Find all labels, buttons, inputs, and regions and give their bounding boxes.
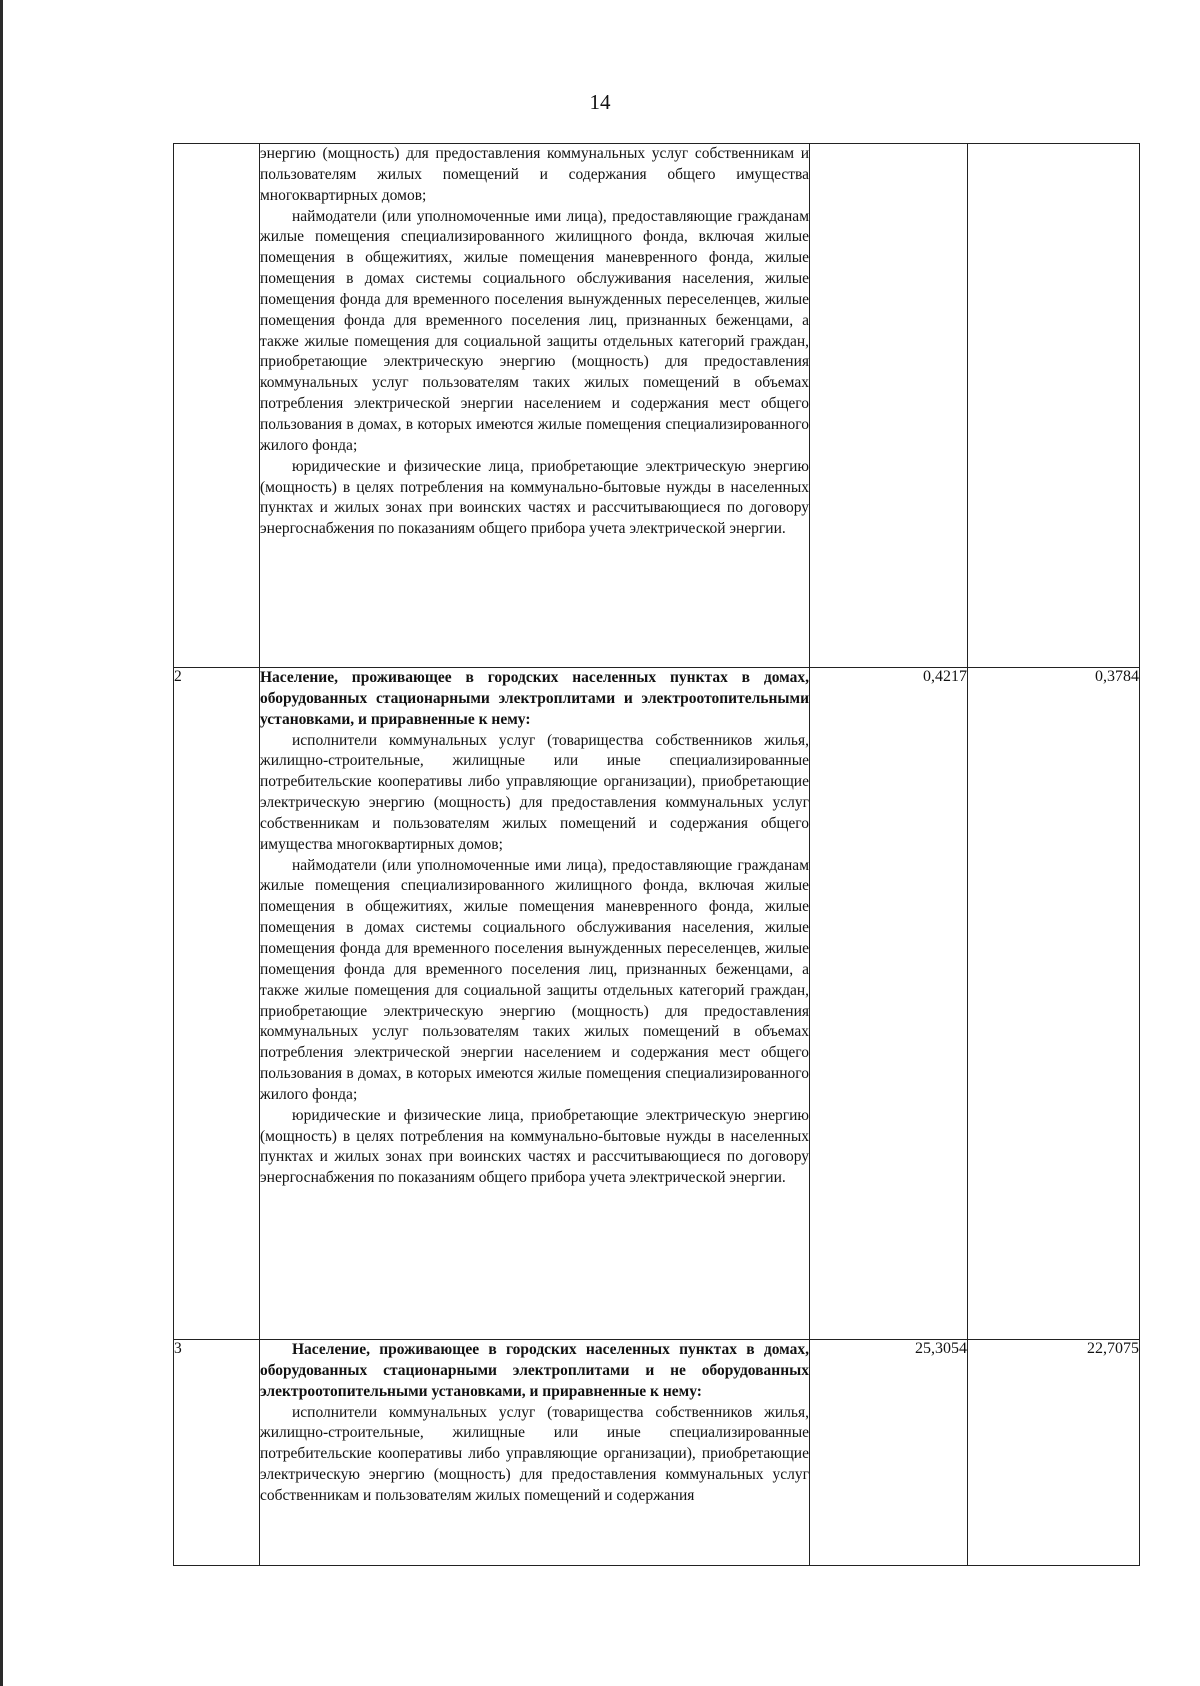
scan-edge	[0, 0, 3, 1686]
row-description	[260, 144, 810, 668]
tariff-value-2: 22,7075	[968, 1340, 1140, 1566]
paragraph: наймодатели (или уполномоченные ими лица), предоставляющие гражданам жилые помещения специализированного жилищного фонда, включая жилые помещения в общежитиях, жилые помещения маневренного фонда, жилые помещения в домах системы социального обслуживания населения, жилые помещения фонда для временного поселения вынужденных переселенцев, жилые помещения фонда для временного поселения лиц, признанных беженцами, а также жилые помещения для социальной защиты отдельных категорий граждан, приобретающие электрическую энергию (мощность) для предоставления коммунальных услуг пользователям таких жилых помещений в объемах потребления электрической энергии населением и содержания мест общего пользования в домах, в которых имеются жилые помещения специализированного жилого фонда;	[260, 207, 809, 454]
page-number: 14	[589, 90, 611, 114]
table-row	[174, 144, 1140, 668]
tariff-value-1: 0,4217	[810, 668, 968, 1340]
row-heading: Население, проживающее в городских населенных пунктах в домах, оборудованных стационарными электроплитами и электроотопительными установками, и приравненные к нему:	[260, 669, 809, 728]
tariff-value-1: 25,3054	[810, 1340, 968, 1566]
paragraph: исполнители коммунальных услуг (товарищества собственников жилья, жилищно-строительные, жилищные или иные специализированные потребительские кооперативы либо управляющие организации), приобретающие электрическую энергию (мощность) для предоставления коммунальных услуг собственникам и пользователям жилых помещений и содержания общего имущества многоквартирных домов;	[260, 731, 809, 853]
row-number: 3	[174, 1340, 260, 1566]
paragraph: юридические и физические лица, приобретающие электрическую энергию (мощность) в целях потребления на коммунально-бытовые нужды в населенных пунктах и жилых зонах при воинских частях и рассчитывающиеся по договору энергоснабжения по показаниям общего прибора учета электрической энергии.	[260, 457, 809, 538]
paragraph: энергию (мощность) для предоставления коммунальных услуг собственникам и пользователям жилых помещений и содержания общего имущества многоквартирных домов;	[260, 145, 809, 204]
row-description	[260, 1340, 810, 1566]
row-description	[260, 668, 810, 1340]
tariff-value-2: 0,3784	[968, 668, 1140, 1340]
paragraph: юридические и физические лица, приобретающие электрическую энергию (мощность) в целях потребления на коммунально-бытовые нужды в населенных пунктах и жилых зонах при воинских частях и рассчитывающиеся по договору энергоснабжения по показаниям общего прибора учета электрической энергии.	[260, 1106, 809, 1187]
row-heading: Население, проживающее в городских населенных пунктах в домах, оборудованных стационарными электроплитами и не оборудованных электроотопительными установками, и приравненные к нему:	[260, 1341, 809, 1400]
table-row	[174, 1340, 1140, 1566]
row-number	[174, 144, 260, 668]
tariff-table	[173, 143, 1140, 1566]
table-row	[174, 668, 1140, 1340]
tariff-value-2	[968, 144, 1140, 668]
paragraph: наймодатели (или уполномоченные ими лица), предоставляющие гражданам жилые помещения специализированного жилищного фонда, включая жилые помещения в общежитиях, жилые помещения маневренного фонда, жилые помещения в домах системы социального обслуживания населения, жилые помещения фонда для временного поселения вынужденных переселенцев, жилые помещения фонда для временного поселения лиц, признанных беженцами, а также жилые помещения для социальной защиты отдельных категорий граждан, приобретающие электрическую энергию (мощность) для предоставления коммунальных услуг пользователям таких жилых помещений в объемах потребления электрической энергии населением и содержания мест общего пользования в домах, в которых имеются жилые помещения специализированного жилого фонда;	[260, 856, 809, 1103]
tariff-value-1	[810, 144, 968, 668]
paragraph: исполнители коммунальных услуг (товарищества собственников жилья, жилищно-строительные, жилищные или иные специализированные потребительские кооперативы либо управляющие организации), приобретающие электрическую энергию (мощность) для предоставления коммунальных услуг собственникам и пользователям жилых помещений и содержания	[260, 1403, 809, 1504]
row-number: 2	[174, 668, 260, 1340]
